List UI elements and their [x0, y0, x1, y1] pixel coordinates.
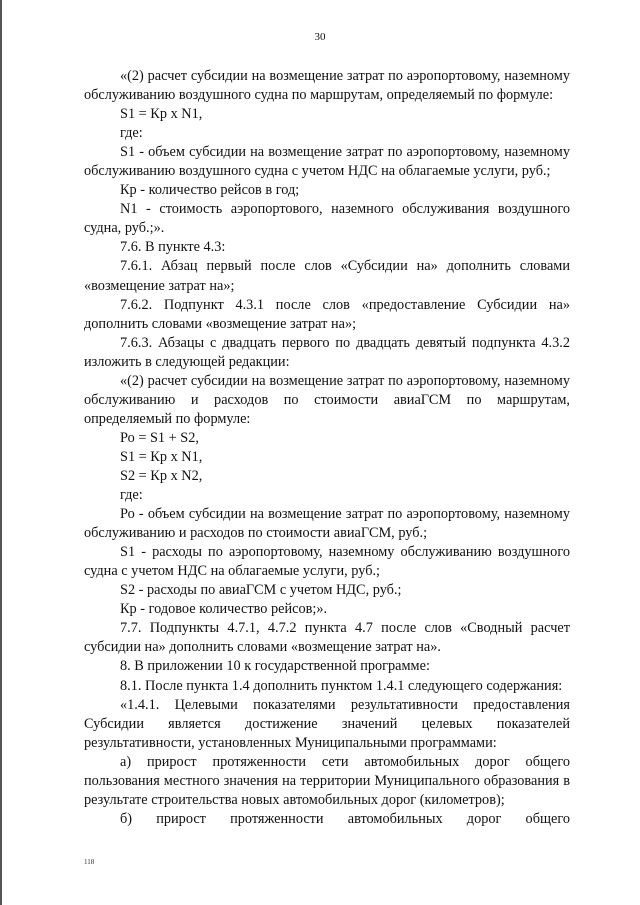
paragraph: 8. В приложении 10 к государственной программе: [120, 658, 430, 675]
paragraph: S1 - расходы по аэропортовому, наземному обслуживанию воздушного судна с учетом НДС на облагаемые услуги, руб.; [84, 544, 570, 580]
paragraph: 7.6.1. Абзац первый после слов «Субсидии на» дополнить словами «возмещение затрат на»; [84, 258, 570, 294]
paragraph: S2 = Кр х N2, [120, 467, 203, 484]
paragraph: б) прирост протяженности автомобильных дорог общего [120, 810, 570, 827]
scan-left-edge [0, 0, 2, 905]
paragraph: S1 = Кр х N1, [120, 106, 203, 123]
paragraph: Кр - годовое количество рейсов;». [120, 601, 328, 618]
paragraph: S1 - объем субсидии на возмещение затрат по аэропортовому, наземному обслуживанию воздушного судна с учетом НДС на облагаемые услуги, руб.; [84, 144, 570, 180]
paragraph: «(2) расчет субсидии на возмещение затрат по аэропортовому, наземному обслуживанию воздушного судна по маршрутам, определяемый по формуле: [84, 68, 570, 104]
footer-mark: 118 [84, 858, 95, 866]
paragraph: 7.6. В пункте 4.3: [120, 239, 226, 256]
paragraph: 7.7. Подпункты 4.7.1, 4.7.2 пункта 4.7 после слов «Сводный расчет субсидии на» дополнить словами «возмещение затрат на». [84, 620, 570, 656]
paragraph: 7.6.2. Подпункт 4.3.1 после слов «предоставление Субсидии на» дополнить словами «возмещение затрат на»; [84, 296, 570, 332]
paragraph: Ро = S1 + S2, [120, 429, 199, 446]
paragraph: где: [120, 487, 143, 504]
paragraph: а) прирост протяженности сети автомобильных дорог общего пользования местного значения на территории Муниципального образования в результате строительства новых автомобильных дорог (километров); [84, 753, 570, 808]
paragraph: S2 - расходы по авиаГСМ с учетом НДС, руб.; [120, 582, 402, 599]
paragraph: N1 - стоимость аэропортового, наземного обслуживания воздушного судна, руб.;». [84, 201, 570, 237]
paragraph: 8.1. После пункта 1.4 дополнить пунктом 1.4.1 следующего содержания: [120, 677, 563, 694]
paragraph: Ро - объем субсидии на возмещение затрат по аэропортовому, наземному обслуживанию и расходов по стоимости авиаГСМ, руб.; [84, 506, 570, 542]
document-body [84, 67, 570, 829]
paragraph: «1.4.1. Целевыми показателями результативности предоставления Субсидии является достижение значений целевых показателей результативности, установленных Муниципальными программами: [84, 696, 570, 751]
paragraph: S1 = Кр х N1, [120, 448, 203, 465]
paragraph: где: [120, 125, 143, 142]
page-number: 30 [314, 31, 326, 43]
paragraph: «(2) расчет субсидии на возмещение затрат по аэропортовому, наземному обслуживанию и расходов по стоимости авиаГСМ по маршрутам, определяемый по формуле: [84, 372, 570, 427]
paragraph: 7.6.3. Абзацы с двадцать первого по двадцать девятый подпункта 4.3.2 изложить в следующей редакции: [84, 334, 570, 370]
paragraph: Кр - количество рейсов в год; [120, 182, 300, 199]
